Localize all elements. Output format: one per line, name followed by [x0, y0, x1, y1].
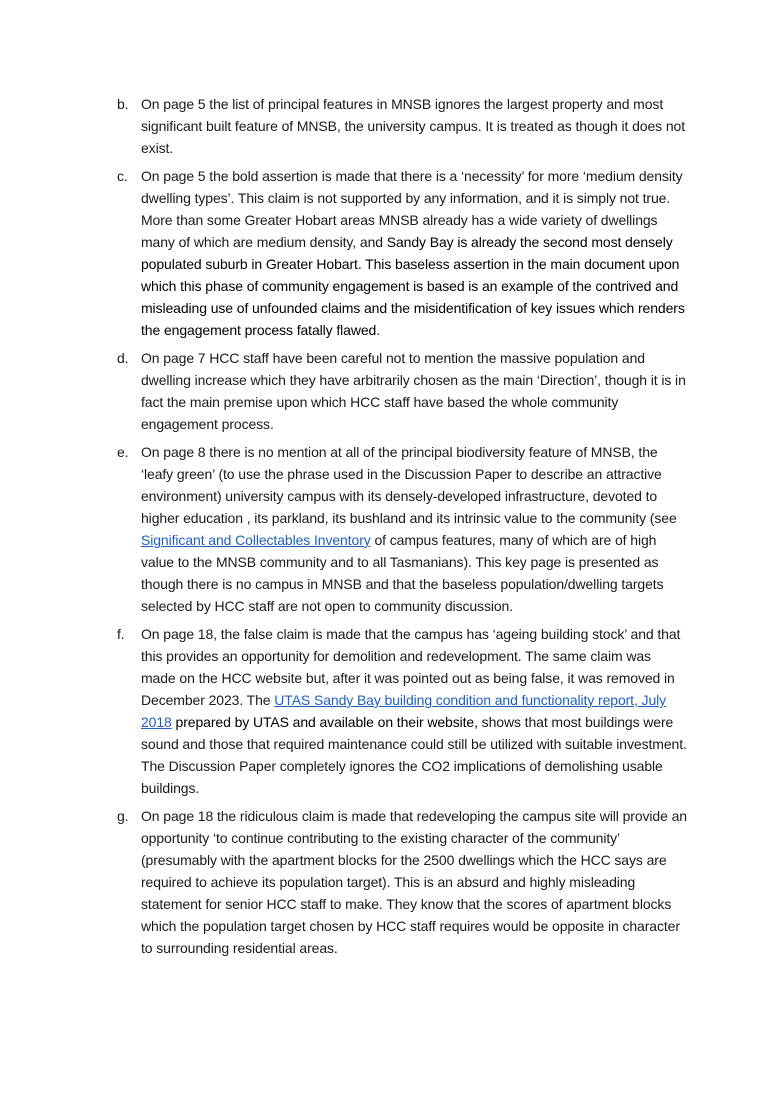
list-item-text — [141, 623, 689, 799]
list-marker: d. — [117, 350, 129, 366]
list-item-text-part: of campus features, many of which are of high value to the MNSB community and to all Tasmanians). This key page is presented as though there is no campus in MNSB and that the baseless population/dwelling targets selected by HCC staff are not open to community discussion. — [141, 532, 664, 614]
list-item-text-part: On page 5 the bold assertion is made that there is a ‘necessity’ for more ‘medium density dwelling types’. This claim is not supported by any information, and it is simply not true. More than some Greater Hobart areas MNSB already has a wide variety of dwellings many of which are medium density, and — [141, 168, 683, 250]
list-item-b — [117, 93, 689, 159]
list-item-text — [141, 441, 689, 617]
list-item-d — [117, 347, 689, 435]
list-item-text: On page 18 the ridiculous claim is made that redeveloping the campus site will provide an opportunity ‘to continue contributing to the existing character of the community’ (presumably with the apartment blocks for the 2500 dwellings which the HCC says are required to achieve its population target). This is an absurd and highly misleading statement for senior HCC staff to make. They know that the scores of apartment blocks which the population target chosen by HCC staff requires would be opposite in character to surrounding residential areas. — [141, 808, 687, 956]
list-item-text-part: Sandy Bay is already the second most densely populated suburb in Greater Hobart. This baseless assertion in the main document upon which this phase of community engagement is based is an example of the contrived and misleading use of unfounded claims and the misidentification of key issues which renders the engagement process fatally flawed. — [141, 234, 685, 338]
list-item-text — [141, 165, 689, 341]
list-marker: f. — [117, 626, 125, 642]
list-item-text-part: shows that most buildings were sound and those that required maintenance could still be utilized with suitable investment. The Discussion Paper completely ignores the CO2 implications of demolishing usable buildings. — [141, 714, 687, 796]
list-item-e — [117, 441, 689, 617]
list-item-text: On page 7 HCC staff have been careful not to mention the massive population and dwelling increase which they have arbitrarily chosen as the main ‘Direction’, though it is in fact the main premise upon which HCC staff have based the whole community engagement process. — [141, 350, 686, 432]
list-item-text-part: prepared by UTAS and available on their website, — [171, 714, 478, 730]
list-item-text-part: On page 18, the false claim is made that the campus has ‘ageing building stock’ and that this provides an opportunity for demolition and redevelopment. The same claim was made on the HCC website but, after it was pointed out as being false, it was removed in December 2023. The — [141, 626, 681, 708]
lettered-list — [117, 93, 689, 965]
list-marker: b. — [117, 96, 129, 112]
significant-collectables-inventory-link[interactable]: Significant and Collectables Inventory — [141, 532, 371, 548]
building-condition-report-link[interactable]: UTAS Sandy Bay building condition and functionality report, July 2018 — [141, 692, 667, 730]
list-marker: c. — [117, 168, 128, 184]
list-marker: g. — [117, 808, 129, 824]
list-item-text: On page 5 the list of principal features in MNSB ignores the largest property and most significant built feature of MNSB, the university campus. It is treated as though it does not exist. — [141, 96, 685, 156]
list-item-g — [117, 805, 689, 959]
list-marker: e. — [117, 444, 129, 460]
list-item-f — [117, 623, 689, 799]
list-item-c — [117, 165, 689, 341]
list-item-text-part: On page 8 there is no mention at all of the principal biodiversity feature of MNSB, the ‘leafy green’ (to use the phrase used in the Discussion Paper to describe an attractive environment) university campus with its densely-developed infrastructure, devoted to higher education , its parkland, its bushland and its intrinsic value to the community (see — [141, 444, 677, 526]
